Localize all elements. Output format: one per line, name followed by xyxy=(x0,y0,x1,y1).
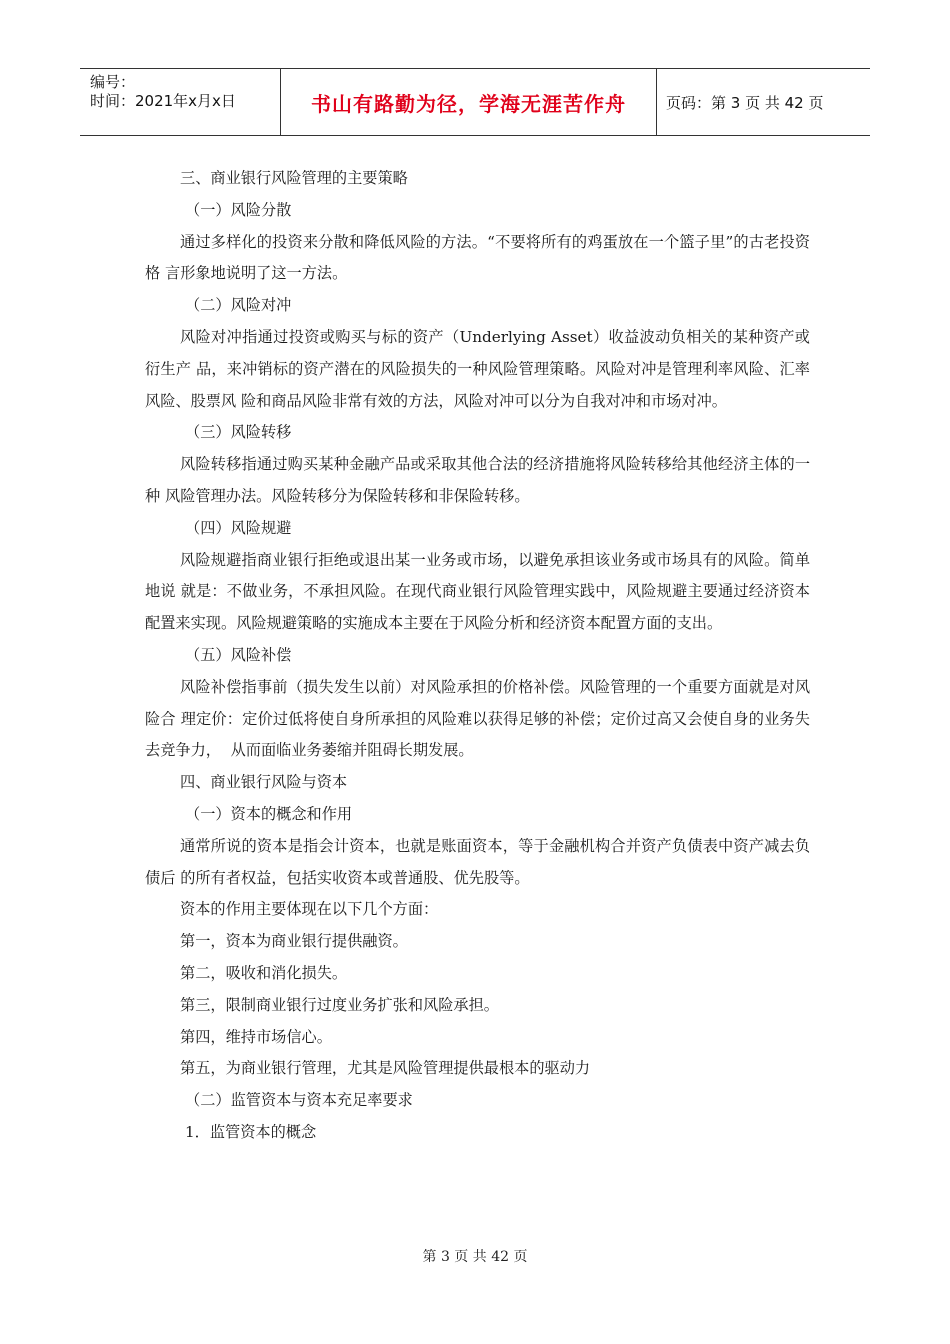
subsection-heading: （五）风险补偿 xyxy=(185,645,292,664)
number-label: 编号： xyxy=(90,73,136,91)
list-item: 第三，限制商业银行过度业务扩张和风险承担。 xyxy=(180,995,499,1014)
subsection-heading: （二）监管资本与资本充足率要求 xyxy=(185,1091,413,1110)
body-paragraph: 风险补偿指事前（损失发生以前）对风险承担的价格补偿。风险管理的一个重要方面就是对风险合 理定价：定价过低将使自身所承担的风险难以获得足够的补偿；定价过高又会使自身的业务失去竞争力， 从而面临业务萎缩并阻碍长期发展。 xyxy=(145,677,810,760)
body-paragraph: 风险规避指商业银行拒绝或退出某一业务或市场，以避免承担该业务或市场具有的风险。简单地说 就是：不做业务，不承担风险。在现代商业银行风险管理实践中，风险规避主要通过经济资本配置来实现。风险规避策略的实施成本主要在于风险分析和经济资本配置方面的支出。 xyxy=(145,550,810,633)
document-body xyxy=(145,163,810,1149)
body-paragraph: 通过多样化的投资来分散和降低风险的方法。“不要将所有的鸡蛋放在一个篮子里”的古老投资格 言形象地说明了这一方法。 xyxy=(145,232,810,283)
header-divider xyxy=(656,69,657,135)
subsection-heading: （二）风险对冲 xyxy=(185,296,292,315)
list-item: 第四，维持市场信心。 xyxy=(180,1027,332,1046)
header-meta xyxy=(90,73,280,111)
body-paragraph: 风险对冲指通过投资或购买与标的资产（Underlying Asset）收益波动负相关的某种资产或衍生产 品，来冲销标的资产潜在的风险损失的一种风险管理策略。风险对冲是管理利率风险、汇率风险、股票风 险和商品风险非常有效的方法，风险对冲可以分为自我对冲和市场对冲。 xyxy=(145,327,810,410)
subsection-heading: 1．监管资本的概念 xyxy=(185,1122,317,1141)
body-paragraph: 风险转移指通过购买某种金融产品或采取其他合法的经济措施将风险转移给其他经济主体的一种 风险管理办法。风险转移分为保险转移和非保险转移。 xyxy=(145,455,810,505)
time-label: 时间：2021年x月x日 xyxy=(90,92,236,110)
header-motto: 书山有路勤为径，学海无涯苦作舟 xyxy=(311,91,626,116)
page-header xyxy=(80,68,870,136)
body-paragraph: 通常所说的资本是指会计资本，也就是账面资本，等于金融机构合并资产负债表中资产减去负债后 的所有者权益，包括实收资本或普通股、优先股等。 xyxy=(145,836,810,887)
page-footer: 第 3 页 共 42 页 xyxy=(422,1249,528,1265)
subsection-heading: （一）风险分散 xyxy=(185,200,292,219)
list-item: 第二，吸收和消化损失。 xyxy=(180,963,348,982)
subsection-heading: （一）资本的概念和作用 xyxy=(185,804,353,823)
section-heading: 四、商业银行风险与资本 xyxy=(180,773,348,792)
body-paragraph: 资本的作用主要体现在以下几个方面： xyxy=(180,900,439,919)
section-heading: 三、商业银行风险管理的主要策略 xyxy=(180,169,408,187)
list-item: 第五，为商业银行管理，尤其是风险管理提供最根本的驱动力 xyxy=(180,1059,591,1078)
list-item: 第一，资本为商业银行提供融资。 xyxy=(180,932,408,951)
subsection-heading: （三）风险转移 xyxy=(185,423,292,442)
header-page-info: 页码：第 3 页 共 42 页 xyxy=(666,93,824,112)
subsection-heading: （四）风险规避 xyxy=(185,518,292,537)
